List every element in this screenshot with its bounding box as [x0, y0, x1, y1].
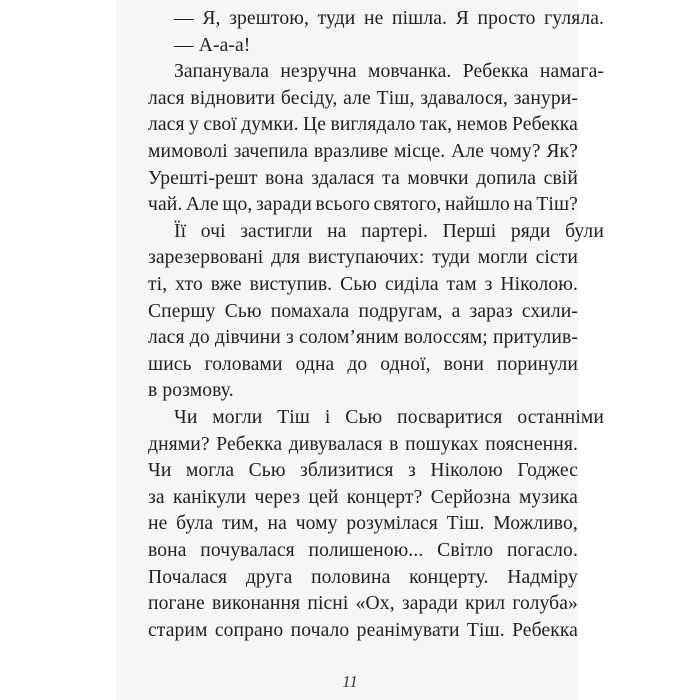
text-word: на	[267, 513, 287, 535]
text-word: Ребекка	[512, 114, 578, 136]
text-word: пісні	[307, 593, 349, 615]
text-word: почувалася	[200, 540, 295, 561]
text-word: канікули	[173, 486, 247, 508]
text-line	[148, 272, 578, 299]
text-word: Світло	[437, 540, 494, 561]
text-word: здалася	[311, 167, 375, 189]
text-word: Але	[451, 141, 485, 162]
text-word: лася	[148, 327, 185, 349]
text-word: музика	[518, 486, 578, 508]
text-word: Я,	[202, 8, 221, 29]
text-word: Перші	[442, 220, 497, 242]
text-word: солом’яним	[299, 327, 399, 349]
text-word: пошуках	[405, 433, 479, 455]
text-word: незручна	[280, 61, 357, 83]
text-word: Серйозна	[430, 486, 511, 508]
text-word: просто	[477, 8, 536, 29]
text-word: голуба»	[512, 593, 578, 615]
text-line	[148, 565, 578, 592]
text-word: Урешті-решт	[148, 167, 258, 189]
text-word: Годжес	[517, 460, 578, 482]
text-word: бесіду,	[280, 87, 338, 109]
text-word: могли	[477, 247, 528, 269]
text-word: дивувалася	[288, 433, 383, 455]
text-word: поринули	[496, 353, 578, 375]
text-word: Можливо,	[493, 513, 578, 535]
text-word: зрештою,	[229, 8, 309, 29]
text-word: лася	[148, 87, 185, 109]
text-line	[148, 511, 578, 538]
text-word: половина	[311, 566, 391, 588]
text-word: з	[286, 327, 294, 349]
text-word: погане	[148, 593, 205, 615]
text-word: свої	[203, 114, 237, 136]
text-word: помахала	[270, 300, 350, 322]
text-word: застигли	[240, 220, 313, 242]
text-word: одної,	[380, 353, 431, 375]
text-word: схили-	[521, 300, 578, 322]
text-word: а	[451, 300, 461, 322]
text-word: гуляла.	[544, 8, 604, 29]
text-word: для	[271, 247, 301, 269]
text-line	[148, 86, 578, 113]
text-word: не	[364, 8, 384, 29]
text-word: Ніколою.	[500, 274, 578, 295]
text-word: Ребекка	[216, 433, 283, 455]
text-word: відновити	[190, 87, 276, 109]
text-word: у	[189, 114, 199, 136]
text-line	[148, 219, 604, 246]
text-word: сісти	[535, 247, 578, 269]
text-line	[148, 112, 578, 139]
text-word: волоссям;	[403, 327, 488, 349]
text-word: Сью	[224, 300, 262, 322]
text-line	[148, 618, 578, 645]
text-word: крил	[465, 593, 506, 615]
text-word: зарезервовані	[148, 247, 264, 269]
text-word: Ніколою	[430, 460, 503, 482]
text-word: сопрано	[214, 619, 284, 641]
text-word: немов	[456, 114, 508, 136]
text-word: виступив.	[249, 274, 333, 295]
text-word: заради	[255, 194, 312, 216]
text-word: мимоволі	[148, 141, 228, 162]
text-word: чому?	[489, 141, 541, 162]
text-word: могла	[185, 460, 235, 482]
text-word: мовчки	[407, 167, 469, 189]
text-word: сиділа	[384, 274, 439, 295]
text-word: заради	[401, 593, 458, 615]
text-line	[148, 245, 578, 272]
text-word: занури-	[513, 87, 578, 109]
text-word: останніми	[517, 407, 604, 428]
text-word: друга	[245, 566, 293, 588]
text-word: думки.	[241, 114, 299, 136]
text-word: Чи	[148, 460, 172, 482]
text-word: не	[148, 513, 168, 535]
text-word: туди	[432, 247, 470, 269]
text-line	[148, 166, 578, 193]
text-word: за	[148, 486, 165, 508]
text-word: свій	[543, 167, 578, 189]
text-word: зблизитися	[300, 460, 394, 482]
text-word: з	[484, 274, 493, 295]
text-word: ті,	[148, 274, 168, 295]
text-word: через	[254, 486, 301, 508]
text-word: ряди	[510, 220, 551, 242]
text-word: почало	[290, 619, 350, 641]
text-line	[148, 591, 578, 618]
text-word: могли	[212, 407, 263, 428]
text-word: вони	[443, 353, 484, 375]
text-word: Це	[303, 114, 327, 136]
text-word: вона	[265, 167, 304, 189]
text-line: в розмову.	[148, 380, 234, 402]
text-word: Тіш.	[466, 619, 505, 641]
text-word: розумілася	[346, 513, 438, 535]
text-word: Надміру	[507, 566, 578, 588]
text-line	[148, 432, 578, 459]
text-word: головами	[204, 353, 283, 375]
text-word: днями?	[148, 433, 210, 455]
text-word: полишеною...	[308, 540, 424, 561]
text-word: хто	[175, 274, 203, 295]
text-word: мовчанка.	[367, 61, 452, 83]
text-word: Тіш,	[376, 87, 415, 109]
text-word: була	[176, 513, 214, 535]
text-word: притулив-	[493, 327, 578, 349]
text-word: Спершу	[148, 300, 216, 322]
text-word: були	[565, 220, 604, 242]
text-word: пояснення.	[485, 433, 578, 455]
text-word: зараз	[469, 300, 513, 322]
text-line	[148, 352, 578, 379]
text-word: шись	[148, 353, 192, 375]
text-word: і	[324, 407, 331, 428]
text-word: чай.	[148, 194, 183, 216]
text-word: вона	[148, 540, 187, 561]
text-word: всього	[315, 194, 371, 216]
text-word: реанімувати	[356, 619, 460, 641]
text-word: Її	[174, 220, 187, 242]
text-word: Сью	[340, 274, 378, 295]
page-number: 11	[342, 672, 358, 691]
text-word: погасло.	[506, 540, 578, 561]
text-word: найшло	[444, 194, 510, 216]
text-word: там	[446, 274, 477, 295]
text-word: на	[513, 194, 533, 216]
text-word: Запанувала	[174, 61, 270, 83]
text-word: посваритися	[397, 407, 503, 428]
text-word: що,	[222, 194, 253, 216]
text-word: але	[343, 87, 371, 109]
text-word: з	[408, 460, 416, 482]
text-line	[148, 299, 578, 326]
text-word: Але	[185, 194, 219, 216]
text-line	[148, 192, 578, 219]
text-word: концерту.	[409, 566, 489, 588]
text-word: до	[189, 327, 210, 349]
text-word: Почалася	[148, 566, 228, 588]
text-word: Сью	[248, 460, 286, 482]
text-word: чому	[295, 513, 338, 535]
text-line	[148, 458, 578, 485]
text-line	[148, 485, 578, 512]
text-word: лася	[148, 114, 185, 136]
text-word: допила	[476, 167, 537, 189]
text-word: —	[174, 8, 194, 29]
text-word: одна	[295, 353, 335, 375]
text-word: партері.	[361, 220, 428, 242]
text-word: виглядало	[330, 114, 416, 136]
text-word: цей	[308, 486, 339, 508]
text-word: виступаючих:	[307, 247, 425, 269]
text-line	[148, 6, 604, 33]
text-word: так,	[419, 114, 453, 136]
text-word: Ребекка	[512, 619, 578, 641]
text-word: виконання	[212, 593, 301, 615]
text-word: в	[389, 433, 399, 455]
text-word: зачепила	[233, 141, 309, 162]
text-word: дівчини	[214, 327, 281, 349]
text-word: місце.	[394, 141, 446, 162]
text-word: вже	[210, 274, 242, 295]
text-word: Ребекка	[462, 61, 529, 83]
text-word: вразливе	[313, 141, 389, 162]
text-word: тим,	[222, 513, 259, 535]
text-line	[148, 325, 578, 352]
text-word: очі	[200, 220, 226, 242]
text-word: здавалося,	[420, 87, 508, 109]
text-word: старим	[148, 619, 208, 641]
text-line	[148, 59, 604, 86]
text-word: подругам,	[358, 300, 443, 322]
text-word: Я	[455, 8, 469, 29]
text-word: святого,	[373, 194, 442, 216]
text-word: намага-	[539, 61, 604, 83]
text-line: — А-а-а!	[174, 34, 251, 56]
text-word: Чи	[174, 407, 198, 428]
text-word: Тіш	[277, 407, 310, 428]
text-word: Тіш?	[536, 194, 578, 216]
text-line	[148, 538, 578, 565]
text-word: та	[382, 167, 400, 189]
text-line	[148, 405, 604, 432]
text-word: концерт?	[346, 486, 423, 508]
text-word: пішла.	[392, 8, 448, 29]
text-word: до	[347, 353, 368, 375]
text-line	[148, 139, 578, 166]
text-word: «Ох,	[355, 593, 395, 615]
text-word: Тіш.	[446, 513, 485, 535]
text-word: Сью	[345, 407, 383, 428]
text-word: на	[327, 220, 347, 242]
text-word: Як?	[546, 141, 578, 162]
text-word: туди	[317, 8, 356, 29]
